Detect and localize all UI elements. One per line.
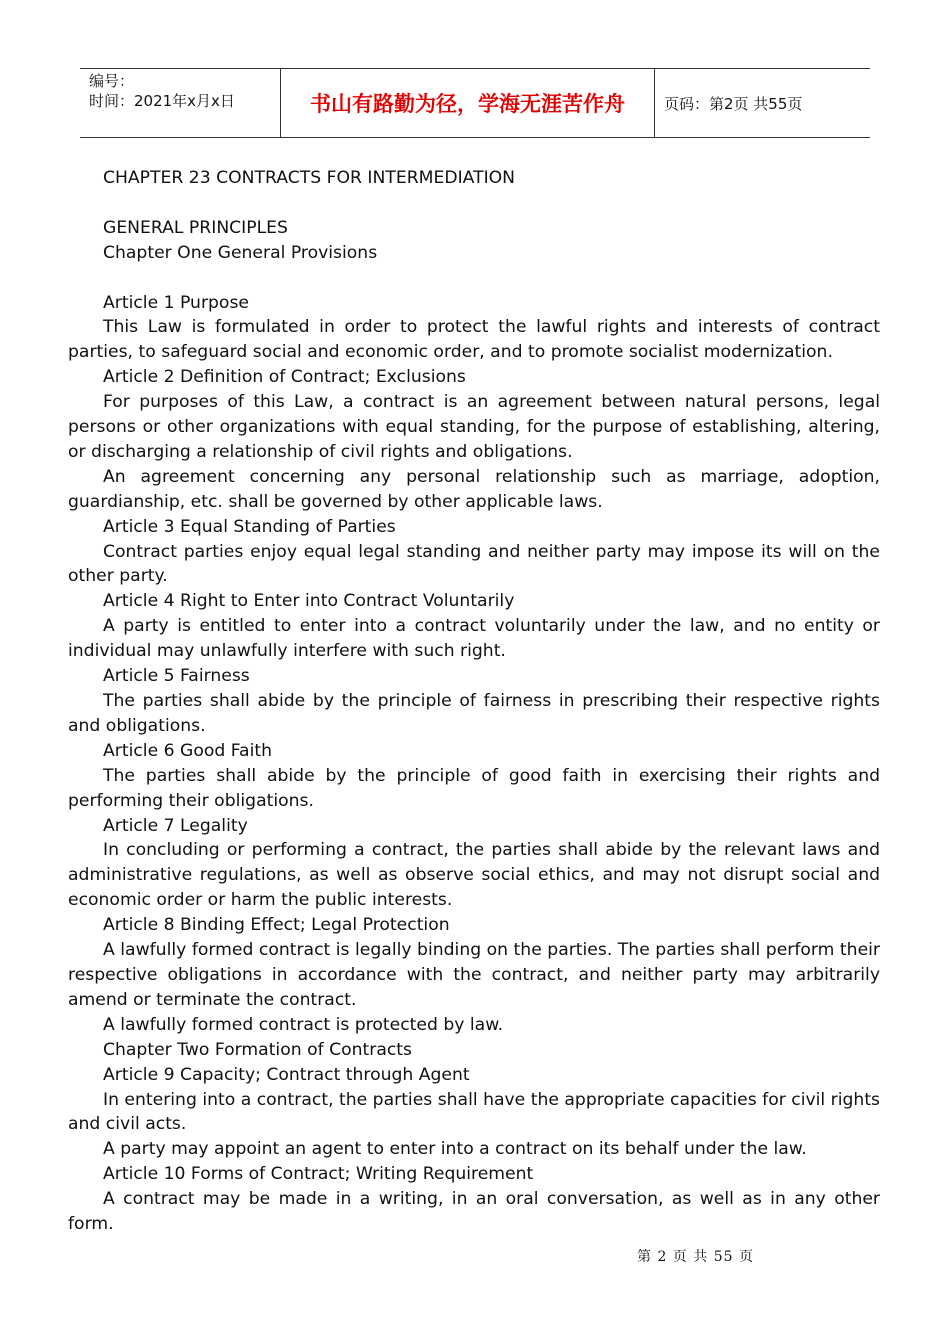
chapter-title: CHAPTER 23 CONTRACTS FOR INTERMEDIATION [103,168,516,188]
chapter-heading: Chapter One General Provisions [103,242,378,263]
paragraph: Article 2 Definition of Contract; Exclusions [103,367,466,388]
paragraph: An agreement concerning any personal relationship such as marriage, adoption, guardianship, etc. shall be governed by other applicable laws. [68,466,880,512]
paragraph: Article 8 Binding Effect; Legal Protection [103,915,450,936]
paragraph: Article 6 Good Faith [103,740,272,761]
date-label: 时间：2021年x月x日 [89,92,235,110]
paragraph: A contract may be made in a writing, in an oral conversation, as well as in any other form. [68,1189,880,1235]
paragraph: Article 4 Right to Enter into Contract Voluntarily [103,591,515,612]
paragraph: Article 5 Fairness [103,666,250,687]
paragraph: The parties shall abide by the principle of fairness in prescribing their respective rights and obligations. [68,691,880,736]
paragraph: A party may appoint an agent to enter into a contract on its behalf under the law. [103,1139,807,1160]
header-motto-cell [281,69,655,137]
paragraph: In concluding or performing a contract, the parties shall abide by the relevant laws and administrative regulations, as well as observe social ethics, and may not disrupt social and economic order or harm the public interests. [68,840,880,911]
paragraph: Article 9 Capacity; Contract through Agent [103,1064,470,1085]
header-left-cell [80,69,281,137]
paragraph: The parties shall abide by the principle of good faith in exercising their rights and performing their obligations. [68,765,880,811]
paragraph: This Law is formulated in order to protect the lawful rights and interests of contract parties, to safeguard social and economic order, and to promote socialist modernization. [68,317,880,363]
spacer [68,266,880,291]
header-table [80,68,870,138]
spacer [68,191,880,216]
paragraph: Article 10 Forms of Contract; Writing Requirement [103,1164,534,1185]
page-info: 页码：第2页 共55页 [664,94,803,113]
paragraph: In entering into a contract, the parties shall have the appropriate capacities for civil rights and civil acts. [68,1089,881,1135]
serial-label: 编号： [89,72,135,90]
paragraph: A lawfully formed contract is legally binding on the parties. The parties shall perform their respective obligations in accordance with the contract, and neither party may arbitrarily amend or terminate the contract. [68,940,880,1010]
paragraph: Article 1 Purpose [103,292,249,313]
document-body [68,166,880,1237]
paragraph: A lawfully formed contract is protected by law. [103,1014,504,1035]
section-heading: GENERAL PRINCIPLES [103,217,288,238]
paragraph: Contract parties enjoy equal legal standing and neither party may impose its will on the other party. [68,541,880,587]
paragraph: Article 3 Equal Standing of Parties [103,516,396,537]
header-page-cell [655,69,870,137]
page-footer [637,1246,754,1266]
paragraph: A party is entitled to enter into a contract voluntarily under the law, and no entity or individual may unlawfully interfere with such right. [68,616,880,662]
motto-text: 书山有路勤为径，学海无涯苦作舟 [310,92,625,116]
footer-page-number: 第 2 页 共 55 页 [637,1249,754,1265]
paragraph: Chapter Two Formation of Contracts [103,1039,413,1060]
paragraph: For purposes of this Law, a contract is an agreement between natural persons, legal persons or other organizations with equal standing, for the purpose of establishing, altering, or discharging a relationship of civil rights and obligations. [68,392,880,462]
paragraph: Article 7 Legality [103,815,248,836]
